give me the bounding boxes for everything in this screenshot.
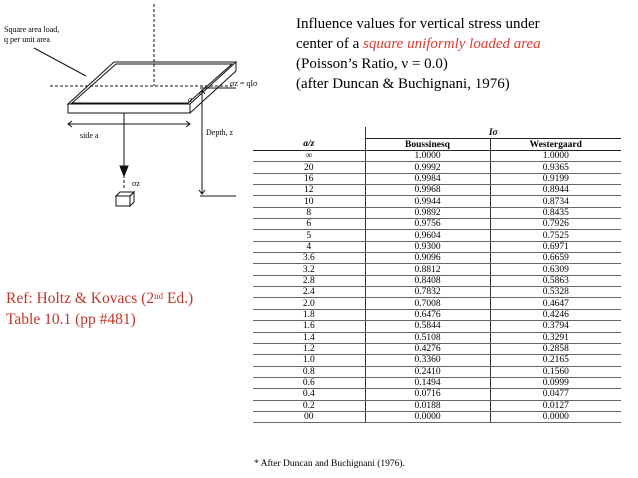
title-highlight: square uniformly loaded area [363, 36, 541, 52]
table-cell: 20 [253, 162, 365, 173]
table-cell: 0.1494 [365, 377, 490, 388]
table-cell: 2.0 [253, 298, 365, 309]
table-row [253, 207, 621, 218]
table-cell: 0.9199 [490, 173, 621, 184]
table-cell: 0.3360 [365, 355, 490, 366]
table-cell: 0.9968 [365, 185, 490, 196]
table-cell: 0.9944 [365, 196, 490, 207]
table-cell: 3.2 [253, 264, 365, 275]
side-label: side a [80, 131, 99, 140]
table-row [253, 321, 621, 332]
table-cell: 0.3794 [490, 321, 621, 332]
table-cell: 0.6 [253, 377, 365, 388]
table-cell: 6 [253, 219, 365, 230]
reference-sup: nd [154, 291, 164, 301]
table-cell: 1.0000 [490, 151, 621, 162]
table-cell: 0.8435 [490, 207, 621, 218]
reference-line-1 [6, 288, 193, 309]
table-cell: ∞ [253, 151, 365, 162]
table-cell: 0.9300 [365, 241, 490, 252]
table-cell: 0.8 [253, 366, 365, 377]
table-cell: 0.7926 [490, 219, 621, 230]
table-cell: 0.8944 [490, 185, 621, 196]
table-footnote: * After Duncan and Buchignani (1976). [254, 459, 405, 469]
table-cell: 10 [253, 196, 365, 207]
table-cell: 0.0999 [490, 377, 621, 388]
table-cell: 2.4 [253, 287, 365, 298]
table-cell: 0.5328 [490, 287, 621, 298]
table-row [253, 196, 621, 207]
title-line-4: (after Duncan & Buchignani, 1976) [296, 76, 510, 92]
table-cell: 0.2410 [365, 366, 490, 377]
influence-table [253, 127, 621, 423]
table-row [253, 400, 621, 411]
table-cell: 0.9365 [490, 162, 621, 173]
table-cell: 0.8408 [365, 275, 490, 286]
table-cell: 0.0716 [365, 389, 490, 400]
side-a-top: a [188, 95, 192, 104]
table-cell: 0.4246 [490, 309, 621, 320]
title-line-2 [296, 34, 636, 54]
table-cell: 8 [253, 207, 365, 218]
table-row [253, 173, 621, 184]
table-cell: 0.2165 [490, 355, 621, 366]
table-row [253, 343, 621, 354]
table-cell: 0.4276 [365, 343, 490, 354]
table-cell: 0.4647 [490, 298, 621, 309]
table-cell: 0.9992 [365, 162, 490, 173]
table-cell: 1.0 [253, 355, 365, 366]
title-line-3: (Poisson’s Ratio, ν = 0.0) [296, 56, 448, 72]
reference-suffix: Ed.) [163, 290, 194, 307]
table-cell: 1.8 [253, 309, 365, 320]
table-row [253, 411, 621, 422]
table-row [253, 309, 621, 320]
table-cell: 0.9984 [365, 173, 490, 184]
table-row [253, 389, 621, 400]
table-cell: 0.3291 [490, 332, 621, 343]
table-cell: 0.2858 [490, 343, 621, 354]
table-row [253, 253, 621, 264]
stress-equation: σz = qIσ [230, 79, 258, 88]
table-row [253, 287, 621, 298]
table-cell: 0.8812 [365, 264, 490, 275]
load-label-2: q per unit area [4, 35, 50, 44]
table-cell: 1.0000 [365, 151, 490, 162]
table-row [253, 219, 621, 230]
table-cell: 0.0188 [365, 400, 490, 411]
table-row [253, 185, 621, 196]
table-cell: 0.6971 [490, 241, 621, 252]
table-row [253, 332, 621, 343]
table-cell: 0.0000 [365, 411, 490, 422]
table-cell: 0.1560 [490, 366, 621, 377]
table-cell: 0.4 [253, 389, 365, 400]
influence-group-header: Iσ [365, 127, 621, 139]
table-row [253, 275, 621, 286]
table-cell: 1.6 [253, 321, 365, 332]
table-row [253, 241, 621, 252]
table-cell: 0.5108 [365, 332, 490, 343]
sigma-z-label: σz [132, 179, 140, 188]
table-cell: 12 [253, 185, 365, 196]
table-cell: 0.0000 [490, 411, 621, 422]
column-header: Boussinesq [365, 139, 490, 151]
table-cell: 0.7832 [365, 287, 490, 298]
table-cell: 5 [253, 230, 365, 241]
table-cell: 0.8734 [490, 196, 621, 207]
column-header: a/z [253, 139, 365, 151]
reference-line-2: Table 10.1 (pp #481) [6, 311, 136, 328]
table-cell: 1.4 [253, 332, 365, 343]
table-row [253, 355, 621, 366]
load-label-1: Square area load, [4, 25, 60, 34]
depth-label: Depth, z [206, 128, 234, 137]
table-cell: 00 [253, 411, 365, 422]
table-row [253, 162, 621, 173]
table-cell: 0.6659 [490, 253, 621, 264]
table-row [253, 366, 621, 377]
table-row [253, 264, 621, 275]
table-cell: 0.9096 [365, 253, 490, 264]
table-cell: 4 [253, 241, 365, 252]
table-cell: 0.2 [253, 400, 365, 411]
column-header: Westergaard [490, 139, 621, 151]
table-row [253, 230, 621, 241]
table-cell: 0.7525 [490, 230, 621, 241]
table-cell: 0.6476 [365, 309, 490, 320]
table-row [253, 298, 621, 309]
table-cell: 0.0127 [490, 400, 621, 411]
table-cell: 0.7008 [365, 298, 490, 309]
table-cell: 3.6 [253, 253, 365, 264]
table-cell: 0.6309 [490, 264, 621, 275]
table-cell: 0.9604 [365, 230, 490, 241]
table-row [253, 377, 621, 388]
table-cell: 0.0477 [490, 389, 621, 400]
table-cell: 16 [253, 173, 365, 184]
table-cell: 1.2 [253, 343, 365, 354]
table-cell: 0.9756 [365, 219, 490, 230]
title-line-1: Influence values for vertical stress under [296, 16, 540, 32]
table-row [253, 151, 621, 162]
reference-prefix: Ref: Holtz & Kovacs (2 [6, 290, 155, 307]
table-cell: 2.8 [253, 275, 365, 286]
title-block [296, 14, 636, 94]
table-cell: 0.5863 [490, 275, 621, 286]
title-line-2-prefix: center of a [296, 36, 364, 52]
table-cell: 0.9892 [365, 207, 490, 218]
table-cell: 0.5844 [365, 321, 490, 332]
